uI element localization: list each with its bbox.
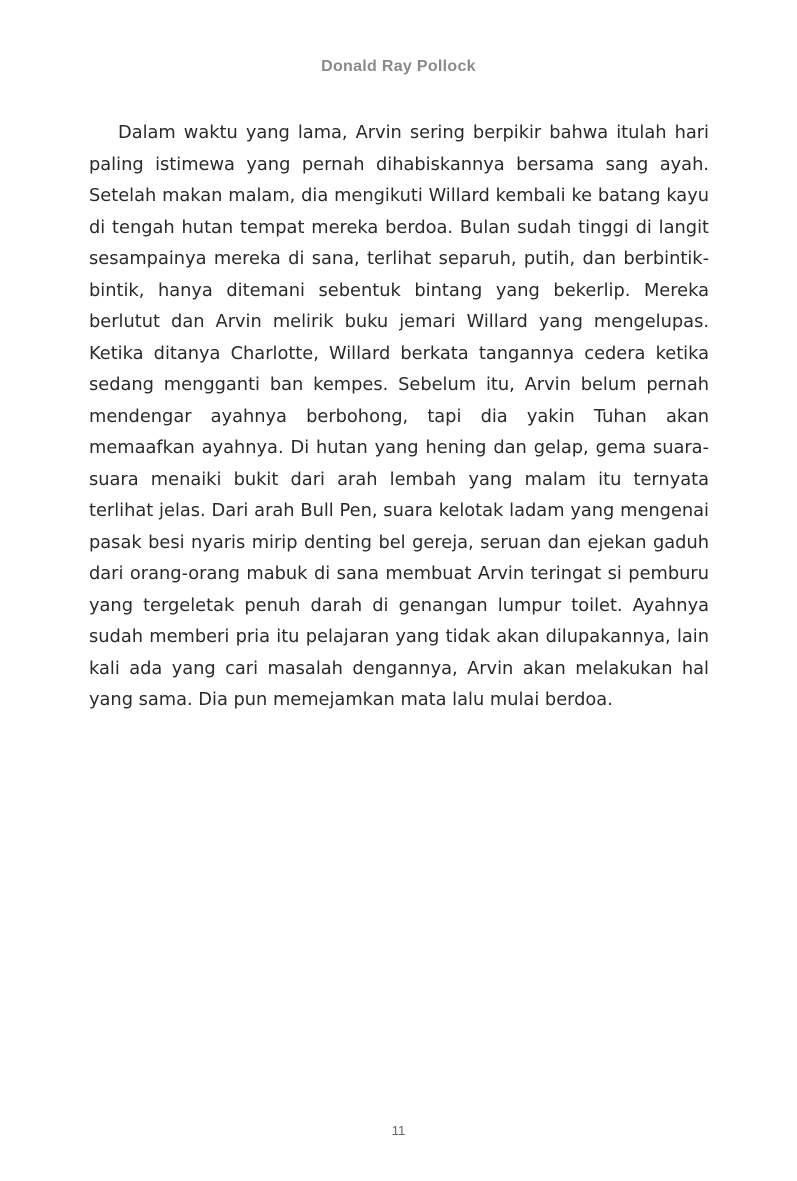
body-paragraph: Dalam waktu yang lama, Arvin sering berpikir bahwa itulah hari paling istimewa yang pernah dihabiskannya bersama sang ayah. Setelah makan malam, dia mengikuti Willard kembali ke batang kayu di tengah hutan tempat mereka berdoa. Bulan sudah tinggi di langit sesampainya mereka di sana, terlihat separuh, putih, dan berbintik-bintik, hanya ditemani sebentuk bintang yang bekerlip. Mereka berlutut dan Arvin melirik buku jemari Willard yang mengelupas. Ketika ditanya Charlotte, Willard berkata tangannya cedera ketika sedang mengganti ban kempes. Sebelum itu, Arvin belum pernah mendengar ayahnya berbohong, tapi dia yakin Tuhan akan memaafkan ayahnya. Di hutan yang hening dan gelap, gema suara-suara menaiki bukit dari arah lembah yang malam itu ternyata terlihat jelas. Dari arah Bull Pen, suara kelotak ladam yang mengenai pasak besi nyaris mirip denting bel gereja, seruan dan ejekan gaduh dari orang-orang mabuk di sana membuat Arvin teringat si pemburu yang tergeletak penuh darah di genangan lumpur toilet. Ayahnya sudah memberi pria itu pelajaran yang tidak akan dilupakannya, lain kali ada yang cari masalah dengannya, Arvin akan melakukan hal yang sama. Dia pun memejamkan mata lalu mulai berdoa.	[89, 122, 709, 710]
running-head: Donald Ray Pollock	[321, 58, 476, 75]
page-number: 11	[391, 1123, 406, 1138]
